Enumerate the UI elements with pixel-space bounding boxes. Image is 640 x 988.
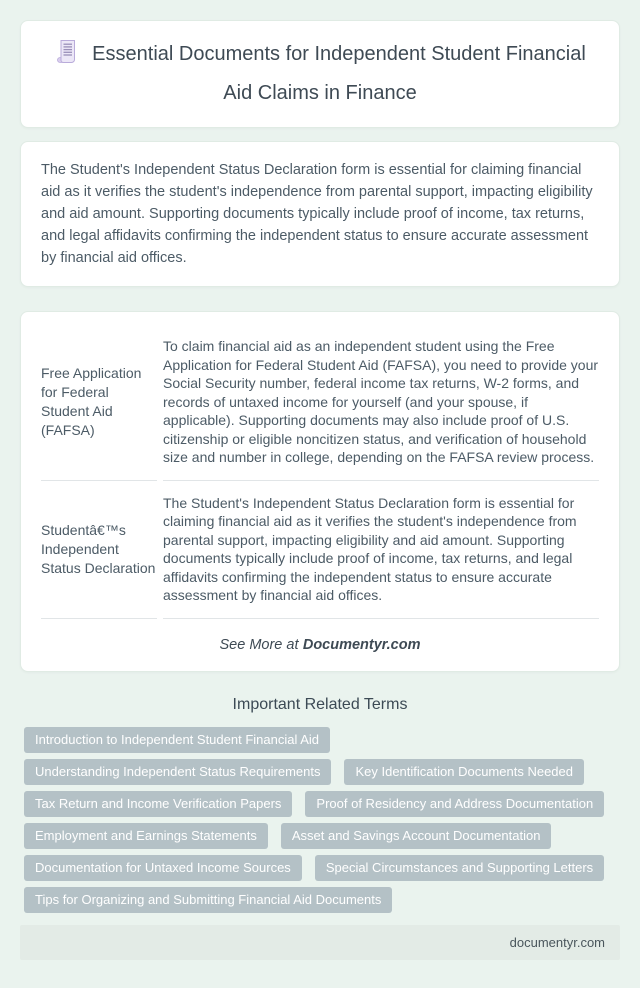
- term-cell: Studentâ€™s Independent Status Declaration: [41, 481, 157, 619]
- table-row: [41, 481, 599, 619]
- see-more-line: [35, 637, 605, 653]
- related-term-tag[interactable]: Introduction to Independent Student Financial Aid: [24, 727, 330, 753]
- related-term-tag[interactable]: Asset and Savings Account Documentation: [281, 823, 552, 849]
- related-term-tag[interactable]: Understanding Independent Status Requirements: [24, 759, 331, 785]
- summary-text: The Student's Independent Status Declaration form is essential for claiming financial aid as it verifies the student's independence from parental support, impacting eligibility and aid amount. Supporting documents typically include proof of income, tax returns, and legal affidavits confirming the independent status to ensure accurate assessment by financial aid offices.: [41, 162, 593, 266]
- see-more-brand-link[interactable]: Documentyr.com: [302, 636, 421, 653]
- page: [0, 20, 640, 988]
- see-more-text: See More at: [219, 636, 299, 653]
- related-term-tag[interactable]: Proof of Residency and Address Documentation: [305, 791, 604, 817]
- footer-site-label: documentyr.com: [509, 934, 605, 950]
- related-term-tag[interactable]: Key Identification Documents Needed: [344, 759, 584, 785]
- page-title-text: Essential Documents for Independent Student Financial Aid Claims in Finance: [92, 43, 586, 104]
- related-terms-heading: Important Related Terms: [232, 695, 408, 713]
- receipt-icon: [54, 38, 80, 77]
- summary-card: [20, 141, 620, 287]
- description-cell: The Student's Independent Status Declaration form is essential for claiming financial aid as it verifies the student's independence from parental support, impacting eligibility and aid amount. Supporting documents typically include proof of income, tax returns, and legal affidavits confirming the independent status to ensure accurate assessment by financial aid offices.: [163, 481, 599, 619]
- term-cell: Free Application for Federal Student Aid (FAFSA): [41, 324, 157, 481]
- title-card: [20, 20, 620, 128]
- related-term-tag[interactable]: Employment and Earnings Statements: [24, 823, 268, 849]
- description-cell: To claim financial aid as an independent student using the Free Application for Federal Student Aid (FAFSA), you need to provide your Social Security number, federal income tax returns, W-2 forms, and records of untaxed income for yourself (and your spouse, if applicable). Supporting documents may also include proof of U.S. citizenship or eligible noncitizen status, and verification of household size and number in college, depending on the FAFSA review process.: [163, 324, 599, 481]
- terms-table: [35, 324, 605, 619]
- related-terms-list: [24, 727, 616, 913]
- related-term-tag[interactable]: Tax Return and Income Verification Papers: [24, 791, 292, 817]
- page-title: [47, 38, 593, 110]
- related-term-tag[interactable]: Documentation for Untaxed Income Sources: [24, 855, 302, 881]
- related-term-tag[interactable]: Tips for Organizing and Submitting Financial Aid Documents: [24, 887, 392, 913]
- footer-bar: [20, 925, 620, 960]
- related-term-tag[interactable]: Special Circumstances and Supporting Letters: [315, 855, 604, 881]
- terms-table-card: [20, 311, 620, 672]
- table-row: [41, 324, 599, 481]
